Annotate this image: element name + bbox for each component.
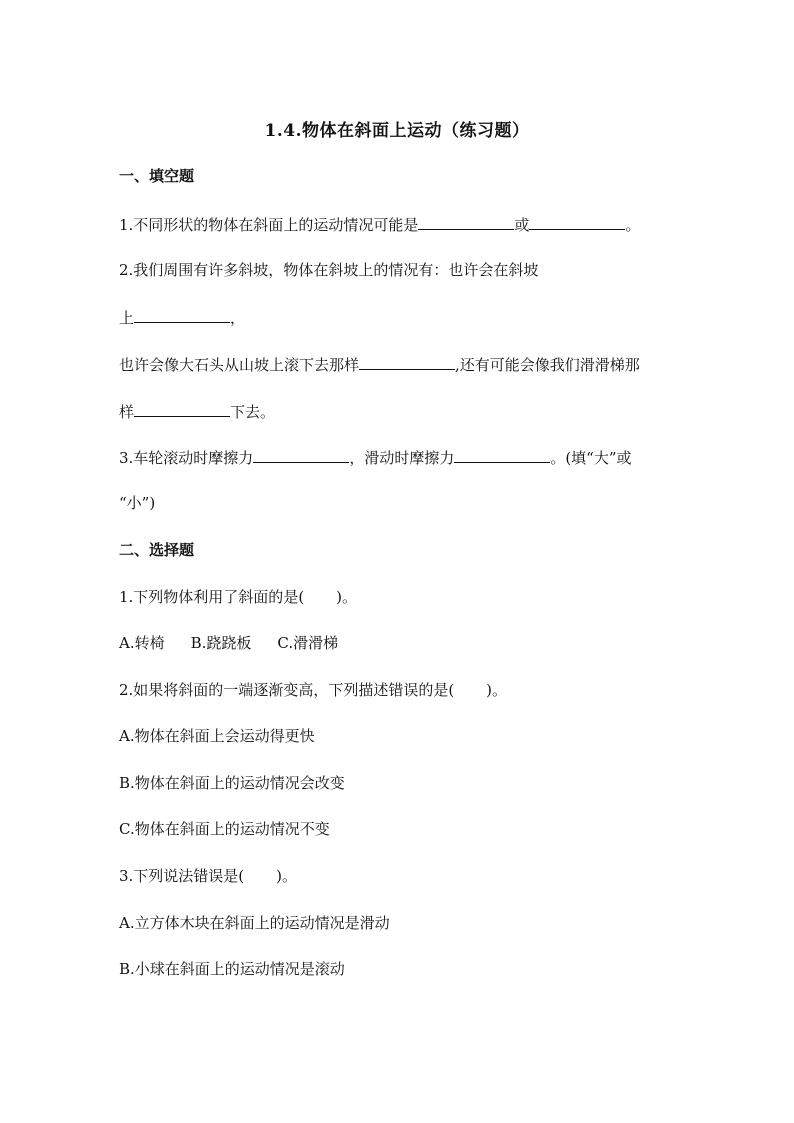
question-text: ,还有可能会像我们滑滑梯那 (455, 356, 640, 374)
question-text: 下去。 (230, 403, 276, 421)
choice-question-2 (119, 679, 507, 700)
option-b[interactable]: B.跷跷板 (190, 634, 252, 652)
answer-blank[interactable] (134, 305, 230, 323)
question-text: 。(填“大”或 (550, 449, 632, 467)
question-text: 。 (625, 216, 641, 234)
choice-question-2-option-a[interactable]: A.物体在斜面上会运动得更快 (119, 727, 315, 745)
section-heading-fill: 一、填空题 (119, 167, 195, 185)
question-text: 2.如果将斜面的一端逐渐变高，下列描述错误的是( (119, 681, 455, 699)
question-text: 3.下列说法错误是( (119, 867, 245, 885)
question-text: 上 (119, 309, 135, 327)
page-title: 1.4.物体在斜面上运动（练习题） (264, 121, 530, 141)
question-text: 1.不同形状的物体在斜面上的运动情况可能是 (119, 216, 419, 234)
section-heading-choice: 二、选择题 (119, 541, 195, 559)
choice-question-3 (119, 865, 297, 886)
option-c[interactable]: C.滑滑梯 (277, 634, 339, 652)
fill-question-2-line-3 (119, 352, 640, 375)
fill-question-3-line-2: “小”) (119, 494, 156, 512)
choice-question-1-options (119, 632, 338, 653)
question-text: ，滑动时摩擦力 (349, 449, 455, 467)
question-text: 或 (514, 216, 530, 234)
question-text: )。 (486, 681, 508, 699)
answer-blank[interactable] (418, 212, 514, 230)
fill-question-3 (119, 445, 632, 468)
fill-question-2-line-2 (119, 305, 245, 328)
choice-question-1 (119, 586, 357, 607)
choice-question-2-option-b[interactable]: B.物体在斜面上的运动情况会改变 (119, 774, 345, 792)
answer-blank[interactable] (454, 445, 550, 463)
fill-question-2-line-1: 2.我们周围有许多斜坡，物体在斜坡上的情况有：也许会在斜坡 (119, 261, 539, 279)
question-text: 1.下列物体利用了斜面的是( (119, 588, 305, 606)
question-text: 也许会像大石头从山坡上滚下去那样 (119, 356, 360, 374)
fill-question-1 (119, 212, 640, 235)
answer-blank[interactable] (253, 445, 349, 463)
choice-question-2-option-c[interactable]: C.物体在斜面上的运动情况不变 (119, 820, 330, 838)
question-text: ， (230, 309, 246, 327)
choice-question-3-option-a[interactable]: A.立方体木块在斜面上的运动情况是滑动 (119, 914, 390, 932)
answer-blank[interactable] (359, 352, 455, 370)
answer-blank[interactable] (134, 399, 230, 417)
fill-question-2-line-4 (119, 399, 275, 422)
question-text: 样 (119, 403, 135, 421)
question-text: )。 (336, 588, 358, 606)
question-text: )。 (276, 867, 298, 885)
choice-question-3-option-b[interactable]: B.小球在斜面上的运动情况是滚动 (119, 960, 345, 978)
question-text: 3.车轮滚动时摩擦力 (119, 449, 254, 467)
answer-blank[interactable] (529, 212, 625, 230)
option-a[interactable]: A.转椅 (119, 634, 165, 652)
